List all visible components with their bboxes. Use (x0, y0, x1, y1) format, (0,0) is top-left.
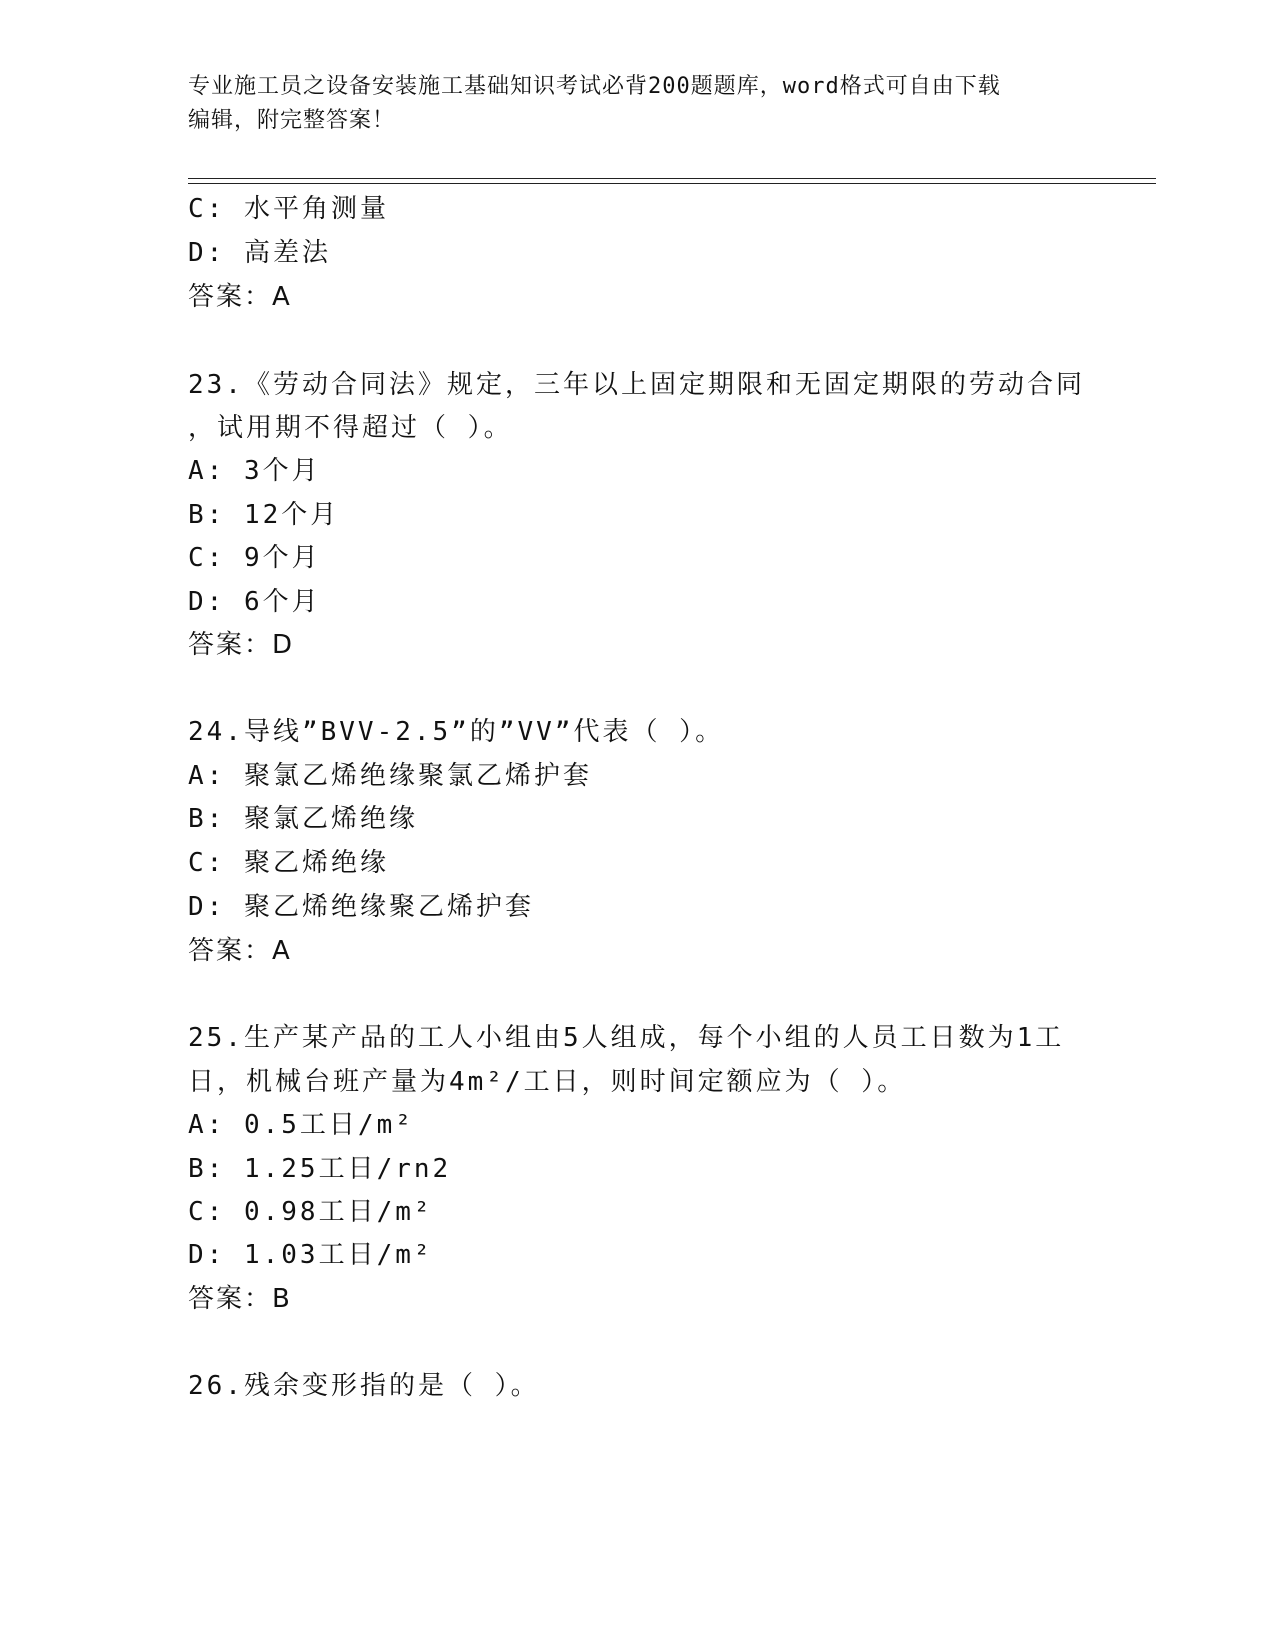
q23-stem-line2: ，试用期不得超过（ ）。 (188, 413, 513, 443)
q22-option-c: C: 水平角测量 (188, 194, 389, 224)
header-title-line2: 编辑，附完整答案！ (188, 108, 396, 133)
header-divider-top (188, 178, 1156, 179)
q25-stem-line1: 25.生产某产品的工人小组由5人组成，每个小组的人员工日数为1工 (188, 1023, 1065, 1053)
q25-stem-line2: 日，机械台班产量为4m²/工日，则时间定额应为（ ）。 (188, 1067, 907, 1097)
q24-option-b: B: 聚氯乙烯绝缘 (188, 804, 418, 834)
q24-option-d: D: 聚乙烯绝缘聚乙烯护套 (188, 892, 534, 922)
q25-option-d: D: 1.03工日/m² (188, 1240, 433, 1270)
q25-option-b: B: 1.25工日/rn2 (188, 1154, 452, 1184)
document-header (188, 70, 1088, 138)
q23-option-a: A: 3个月 (188, 456, 321, 486)
q22-answer: 答案：A (188, 282, 292, 312)
header-title-line1: 专业施工员之设备安装施工基础知识考试必背200题题库，word格式可自由下载 (188, 74, 1001, 99)
q23-stem-line1: 23.《劳动合同法》规定，三年以上固定期限和无固定期限的劳动合同 (188, 370, 1085, 400)
q24-stem: 24.导线”BVV-2.5”的”VV”代表（ ）。 (188, 717, 725, 747)
q24-option-c: C: 聚乙烯绝缘 (188, 848, 389, 878)
q25-answer: 答案：B (188, 1284, 292, 1314)
q24-answer: 答案：A (188, 936, 292, 966)
q25-option-c: C: 0.98工日/m² (188, 1197, 433, 1227)
q26-stem: 26.残余变形指的是（ ）。 (188, 1371, 540, 1401)
header-divider-bottom (188, 183, 1156, 184)
q23-option-b: B: 12个月 (188, 500, 340, 530)
q23-option-c: C: 9个月 (188, 543, 321, 573)
q24-option-a: A: 聚氯乙烯绝缘聚氯乙烯护套 (188, 761, 592, 791)
q25-option-a: A: 0.5工日/m² (188, 1110, 414, 1140)
q23-option-d: D: 6个月 (188, 587, 321, 617)
q22-option-d: D: 高差法 (188, 238, 331, 268)
q23-answer: 答案：D (188, 630, 295, 660)
